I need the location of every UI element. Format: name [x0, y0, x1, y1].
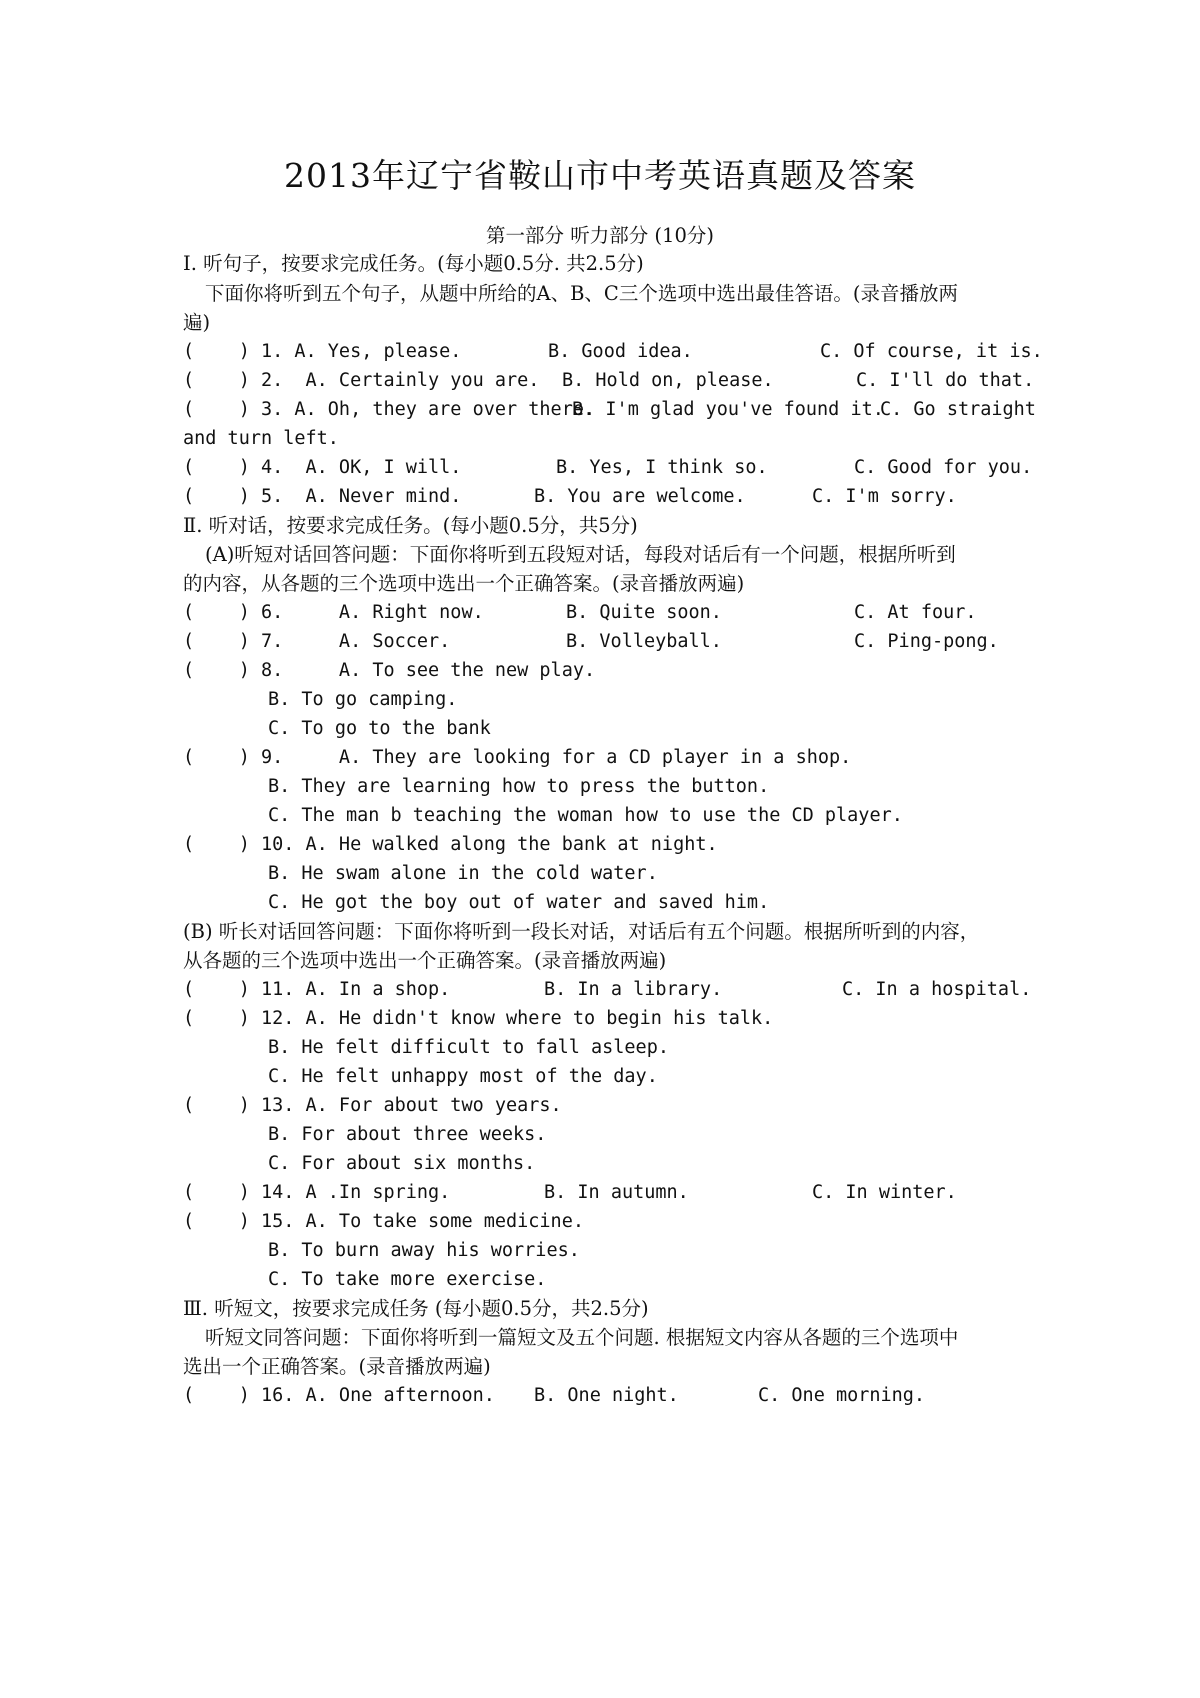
question-9-option-a: ( ) 9. A. They are looking for a CD player in a shop.: [183, 747, 852, 768]
question-4-option-a: ( ) 4. A. OK, I will.: [183, 457, 462, 478]
question-8-option-c: C. To go to the bank: [268, 718, 491, 739]
question-15-option-a: ( ) 15. A. To take some medicine.: [183, 1211, 584, 1232]
section-1-instructions-cont: 遍): [183, 311, 211, 334]
question-6-option-b: B. Quite soon.: [566, 602, 722, 623]
question-10-option-a: ( ) 10. A. He walked along the bank at night.: [183, 834, 718, 855]
question-13-option-b: B. For about three weeks.: [268, 1124, 547, 1145]
section-1-instructions: 下面你将听到五个句子，从题中所给的A、B、C三个选项中选出最佳答语。(录音播放两: [205, 282, 958, 305]
section-2-heading: Ⅱ. 听对话，按要求完成任务。(每小题0.5分，共5分): [183, 514, 638, 537]
question-16-option-b: B. One night.: [534, 1385, 679, 1406]
question-2-option-c: C. I'll do that.: [856, 370, 1035, 391]
question-8-option-b: B. To go camping.: [268, 689, 458, 710]
question-4-option-c: C. Good for you.: [854, 457, 1033, 478]
section-1-heading: Ⅰ. 听句子，按要求完成任务。(每小题0.5分. 共2.5分): [183, 252, 644, 275]
question-12-option-b: B. He felt difficult to fall asleep.: [268, 1037, 669, 1058]
section-2a-instructions-cont: 的内容，从各题的三个选项中选出一个正确答案。(录音播放两遍): [183, 572, 745, 595]
document-title: 2013年辽宁省鞍山市中考英语真题及答案: [284, 156, 916, 195]
section-2b-instructions-cont: 从各题的三个选项中选出一个正确答案。(录音播放两遍): [183, 949, 667, 972]
question-5-option-b: B. You are welcome.: [534, 486, 746, 507]
question-12-option-a: ( ) 12. A. He didn't know where to begin his talk.: [183, 1008, 774, 1029]
question-3-option-b: B. I'm glad you've found it.: [572, 399, 884, 420]
question-14-option-a: ( ) 14. A .In spring.: [183, 1182, 451, 1203]
question-15-option-b: B. To burn away his worries.: [268, 1240, 580, 1261]
section-3-instructions-cont: 选出一个正确答案。(录音播放两遍): [183, 1355, 491, 1378]
question-11-option-c: C. In a hospital.: [842, 979, 1032, 1000]
question-11-option-b: B. In a library.: [544, 979, 723, 1000]
question-13-option-a: ( ) 13. A. For about two years.: [183, 1095, 562, 1116]
section-2a-instructions: (A)听短对话回答问题：下面你将听到五段短对话，每段对话后有一个问题，根据所听到: [205, 543, 956, 566]
question-7-option-a: ( ) 7. A. Soccer.: [183, 631, 451, 652]
question-3-option-c: C. Go straight: [880, 399, 1036, 420]
question-16-option-c: C. One morning.: [758, 1385, 926, 1406]
section-2b-instructions: (B) 听长对话回答问题：下面你将听到一段长对话，对话后有五个问题。根据所听到的内容，: [183, 920, 980, 943]
question-1-option-c: C. Of course, it is.: [820, 341, 1043, 362]
question-7-option-c: C. Ping-pong.: [854, 631, 999, 652]
question-5-option-a: ( ) 5. A. Never mind.: [183, 486, 462, 507]
question-10-option-c: C. He got the boy out of water and saved him.: [268, 892, 770, 913]
section-3-heading: Ⅲ. 听短文，按要求完成任务 (每小题0.5分，共2.5分): [183, 1297, 649, 1320]
question-7-option-b: B. Volleyball.: [566, 631, 722, 652]
question-1-option-b: B. Good idea.: [548, 341, 693, 362]
question-3-option-a: ( ) 3. A. Oh, they are over there.: [183, 399, 596, 420]
question-8-option-a: ( ) 8. A. To see the new play.: [183, 660, 596, 681]
question-5-option-c: C. I'm sorry.: [812, 486, 957, 507]
question-3-option-c-cont: and turn left.: [183, 428, 339, 449]
question-10-option-b: B. He swam alone in the cold water.: [268, 863, 658, 884]
question-14-option-c: C. In winter.: [812, 1182, 957, 1203]
part-heading: 第一部分 听力部分 (10分): [486, 224, 714, 247]
question-13-option-c: C. For about six months.: [268, 1153, 536, 1174]
question-2-option-b: B. Hold on, please.: [562, 370, 774, 391]
question-16-option-a: ( ) 16. A. One afternoon.: [183, 1385, 495, 1406]
question-6-option-a: ( ) 6. A. Right now.: [183, 602, 484, 623]
question-14-option-b: B. In autumn.: [544, 1182, 689, 1203]
question-6-option-c: C. At four.: [854, 602, 977, 623]
question-12-option-c: C. He felt unhappy most of the day.: [268, 1066, 658, 1087]
question-4-option-b: B. Yes, I think so.: [556, 457, 768, 478]
question-9-option-b: B. They are learning how to press the button.: [268, 776, 770, 797]
question-9-option-c: C. The man b teaching the woman how to use the CD player.: [268, 805, 903, 826]
question-1-option-a: ( ) 1. A. Yes, please.: [183, 341, 462, 362]
question-2-option-a: ( ) 2. A. Certainly you are.: [183, 370, 540, 391]
question-15-option-c: C. To take more exercise.: [268, 1269, 547, 1290]
question-11-option-a: ( ) 11. A. In a shop.: [183, 979, 451, 1000]
section-3-instructions: 听短文同答问题：下面你将听到一篇短文及五个问题. 根据短文内容从各题的三个选项中: [205, 1326, 959, 1349]
